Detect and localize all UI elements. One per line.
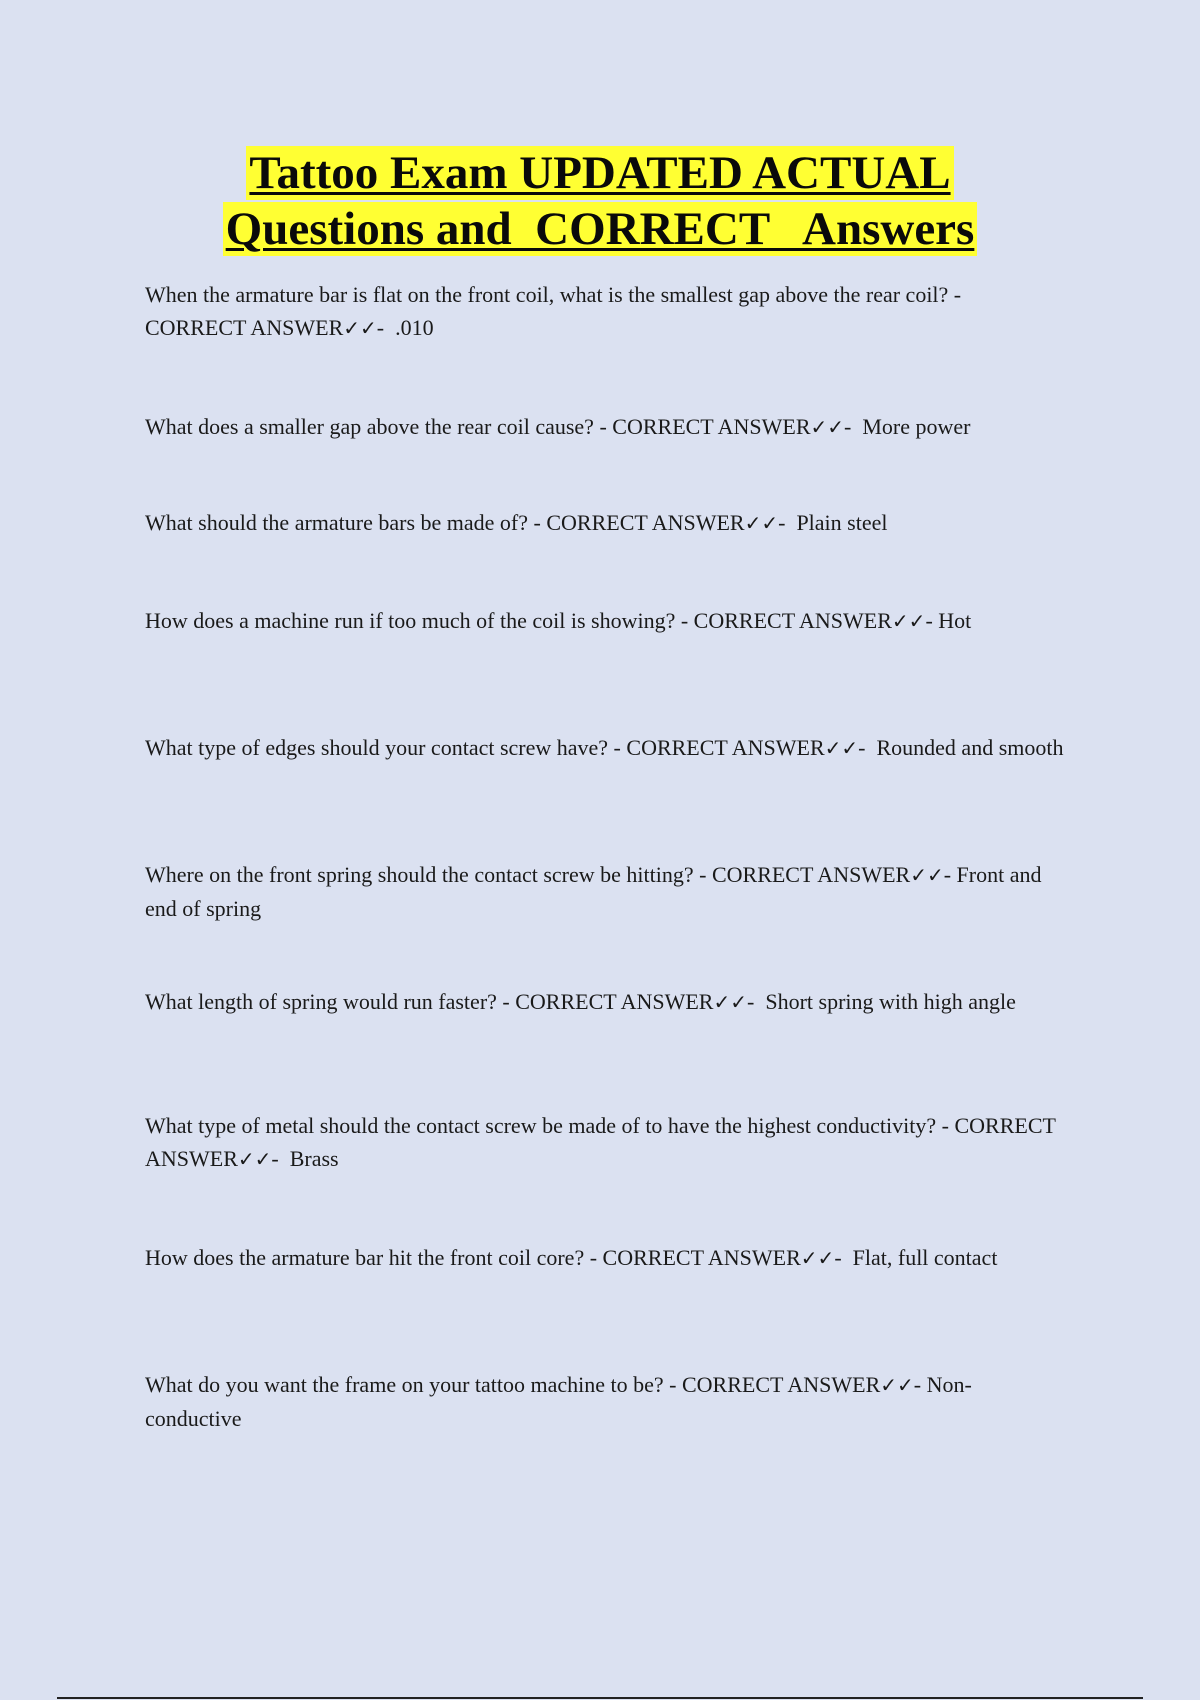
question-text: How does a machine run if too much of the coil is showing? - (145, 608, 689, 633)
answer-text: Flat, full contact (852, 1245, 998, 1270)
question-text: Where on the front spring should the contact screw be hitting? - (145, 862, 707, 887)
checkmark-icon: ✓✓ (880, 1373, 914, 1397)
qa-item-2: What does a smaller gap above the rear coil cause? - CORRECT ANSWER✓✓- More power (145, 414, 971, 439)
answer-label: CORRECT ANSWER (682, 1372, 881, 1397)
title-line-1: Tattoo Exam UPDATED ACTUAL (246, 146, 953, 200)
question-text: What type of edges should your contact screw have? - (145, 735, 621, 760)
checkmark-icon: ✓✓ (800, 1246, 835, 1270)
qa-item-5: What type of edges should your contact screw have? - CORRECT ANSWER✓✓- Rounded and smooth (145, 735, 1064, 760)
question-text: What type of metal should the contact screw be made of to have the highest conductivity? - (145, 1113, 949, 1138)
answer-label: CORRECT ANSWER (515, 989, 714, 1014)
answer-label: CORRECT ANSWER (602, 1245, 801, 1270)
question-text: What length of spring would run faster? - (145, 989, 510, 1014)
checkmark-icon: ✓✓ (810, 415, 845, 439)
answer-text: Non-conductive (145, 1372, 972, 1431)
checkmark-icon: ✓✓ (237, 1147, 272, 1171)
question-text: How does the armature bar hit the front coil core? - (145, 1245, 598, 1270)
answer-text: Brass (289, 1146, 339, 1171)
answer-label: CORRECT ANSWER (693, 608, 892, 633)
question-text: When the armature bar is flat on the front coil, what is the smallest gap above the rear coil? - (145, 282, 962, 307)
qa-item-3: What should the armature bars be made of? - CORRECT ANSWER✓✓- Plain steel (145, 510, 888, 535)
answer-label: CORRECT ANSWER (612, 414, 811, 439)
title-line-2: Questions and CORRECT Answers (223, 202, 978, 256)
qa-item-10: What do you want the frame on your tattoo machine to be? - CORRECT ANSWER✓✓- Non-conductive (145, 1372, 972, 1431)
answer-text: Rounded and smooth (876, 735, 1064, 760)
qa-item-4: How does a machine run if too much of the coil is showing? - CORRECT ANSWER✓✓- Hot (145, 608, 972, 633)
answer-label: CORRECT ANSWER (546, 510, 745, 535)
qa-item-6: Where on the front spring should the contact screw be hitting? - CORRECT ANSWER✓✓- Front and end of spring (145, 862, 1047, 921)
footer-divider (57, 1697, 1143, 1699)
checkmark-icon: ✓✓ (824, 736, 859, 760)
document-title (0, 146, 1200, 256)
qa-item-9: How does the armature bar hit the front coil core? - CORRECT ANSWER✓✓- Flat, full contact (145, 1245, 998, 1270)
question-text: What do you want the frame on your tattoo machine to be? - (145, 1372, 677, 1397)
checkmark-icon: ✓✓ (744, 511, 779, 535)
checkmark-icon: ✓✓ (343, 316, 377, 340)
question-text: What does a smaller gap above the rear coil cause? - (145, 414, 607, 439)
checkmark-icon: ✓✓ (713, 990, 747, 1014)
answer-text: Hot (938, 608, 972, 633)
answer-label: CORRECT ANSWER (145, 1113, 1060, 1171)
answer-text: More power (862, 414, 971, 439)
qa-item-8: What type of metal should the contact screw be made of to have the highest conductivity? - CORRECT ANSWER✓✓- Brass (145, 1113, 1060, 1171)
answer-text: Short spring with high angle (765, 989, 1016, 1014)
checkmark-icon: ✓✓ (910, 863, 944, 887)
checkmark-icon: ✓✓ (891, 609, 926, 633)
qa-item-7: What length of spring would run faster? - CORRECT ANSWER✓✓- Short spring with high angle (145, 989, 1016, 1014)
answer-text: Front and end of spring (145, 862, 1047, 921)
answer-text: .010 (395, 315, 434, 340)
answer-label: CORRECT ANSWER (145, 315, 344, 340)
qa-item-1: When the armature bar is flat on the front coil, what is the smallest gap above the rear coil? - CORRECT ANSWER✓✓- .010 (145, 282, 962, 340)
answer-label: CORRECT ANSWER (626, 735, 825, 760)
answer-label: CORRECT ANSWER (711, 862, 911, 887)
question-text: What should the armature bars be made of? - (145, 510, 541, 535)
answer-text: Plain steel (796, 510, 888, 535)
